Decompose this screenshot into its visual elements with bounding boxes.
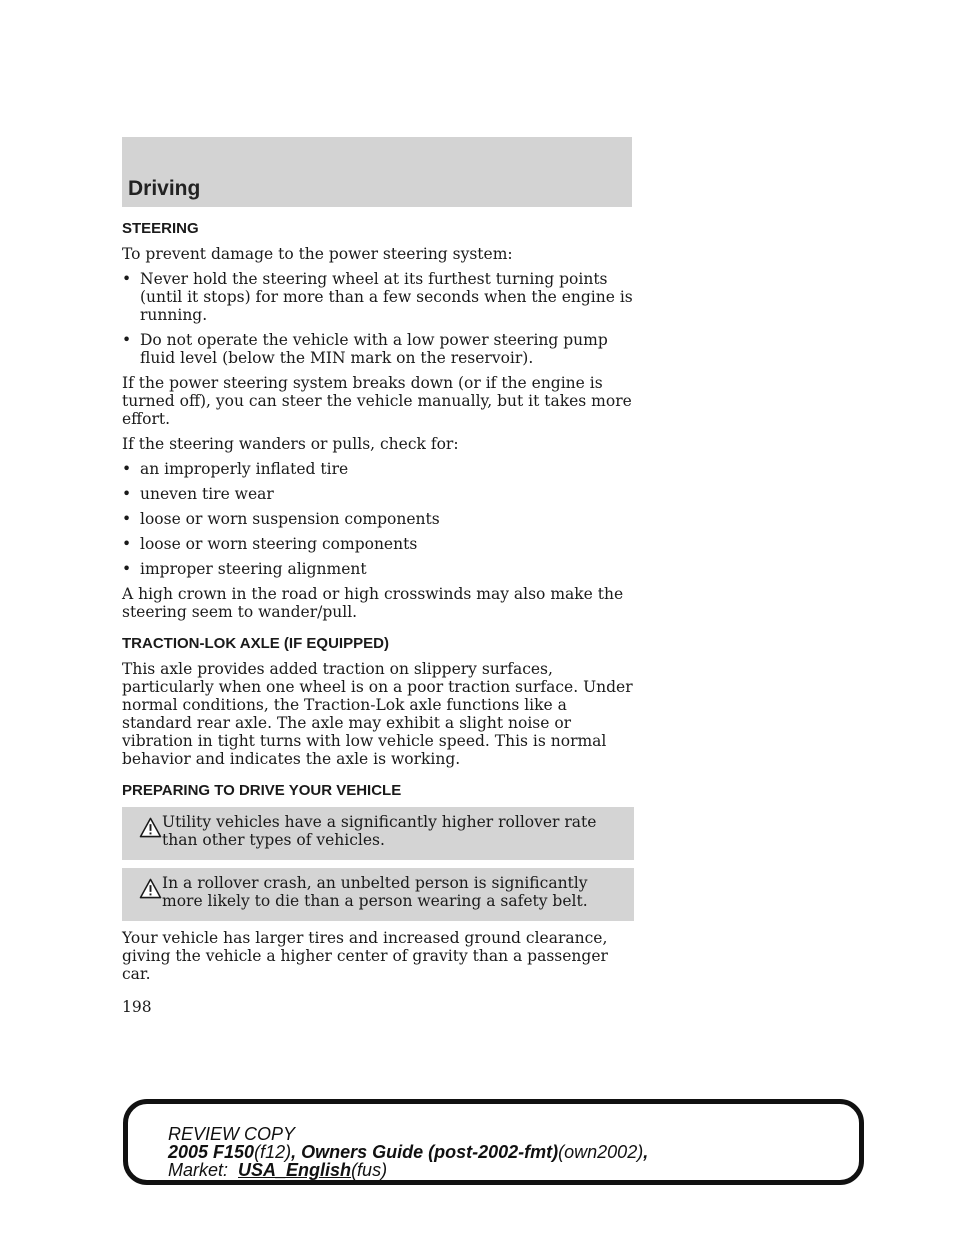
steering-intro: To prevent damage to the power steering system: [122, 245, 513, 263]
steering-bullet-list [122, 270, 634, 367]
steering-crown-paragraph: A high crown in the road or high crosswinds may also make the steering seem to wander/pull. [122, 585, 624, 621]
bullet-glyph: • [122, 560, 132, 578]
warning-triangle-icon [139, 878, 162, 899]
list-item-text: loose or worn suspension components [140, 510, 440, 528]
list-item-text: uneven tire wear [140, 485, 274, 503]
section-title: Driving [128, 177, 201, 200]
steering-check-intro: If the steering wanders or pulls, check for: [122, 435, 459, 453]
footer-guide-code: (own2002) [558, 1142, 644, 1162]
footer-model: 2005 F150 [168, 1142, 255, 1162]
footer-review-label: REVIEW COPY [168, 1124, 296, 1144]
list-item [122, 485, 634, 503]
list-item [122, 331, 634, 367]
footer-market-code: (fus) [351, 1160, 388, 1180]
list-item [122, 510, 634, 528]
steering-check-list [122, 460, 634, 578]
list-item [122, 460, 634, 478]
list-item-text: loose or worn steering components [140, 535, 418, 553]
footer-market-line [168, 1161, 648, 1179]
list-item [122, 270, 634, 324]
warning-text: In a rollover crash, an unbelted person is significantly more likely to die than a person wearing a safety belt. [162, 874, 588, 910]
footer-guide: , Owners Guide (post-2002-fmt) [291, 1142, 559, 1162]
section-header-band [122, 137, 632, 207]
footer-comma: , [643, 1142, 649, 1162]
bullet-glyph: • [122, 510, 132, 528]
preparing-body: Your vehicle has larger tires and increased ground clearance, giving the vehicle a higher center of gravity than a passenger car. [122, 929, 608, 983]
traction-body: This axle provides added traction on slippery surfaces, particularly when one wheel is on a poor traction surface. Under normal conditions, the Traction-Lok axle functions like a standard rear axle. The axle may exhibit a slight noise or vibration in tight turns with low vehicle speed. This is normal behavior and indicates the axle is working. [122, 660, 633, 768]
preparing-heading: PREPARING TO DRIVE YOUR VEHICLE [122, 782, 402, 799]
footer-doc-line [168, 1143, 648, 1161]
bullet-glyph: • [122, 331, 132, 349]
list-item [122, 535, 634, 553]
steering-heading: STEERING [122, 220, 199, 237]
steering-breakdown-paragraph: If the power steering system breaks down (or if the engine is turned off), you can steer the vehicle manually, but it takes more effort. [122, 374, 632, 428]
bullet-glyph: • [122, 485, 132, 503]
warning-box [122, 868, 634, 921]
list-item-text: Do not operate the vehicle with a low power steering pump fluid level (below the MIN mark on the reservoir). [140, 331, 608, 367]
warning-text: Utility vehicles have a significantly higher rollover rate than other types of vehicles. [162, 813, 597, 849]
footer-market-label: Market: [168, 1160, 229, 1180]
traction-heading: TRACTION-LOK AXLE (IF EQUIPPED) [122, 635, 389, 652]
page-number: 198 [122, 998, 152, 1016]
list-item-text: Never hold the steering wheel at its furthest turning points (until it stops) for more than a few seconds when the engine is running. [140, 270, 633, 324]
page-content [122, 220, 634, 1016]
bullet-glyph: • [122, 270, 132, 288]
review-copy-footer [123, 1099, 864, 1185]
bullet-glyph: • [122, 535, 132, 553]
list-item-text: an improperly inflated tire [140, 460, 349, 478]
bullet-glyph: • [122, 460, 132, 478]
footer-market: USA_English [238, 1160, 352, 1180]
list-item [122, 560, 634, 578]
list-item-text: improper steering alignment [140, 560, 367, 578]
footer-text [168, 1125, 648, 1179]
warning-triangle-icon [139, 817, 162, 838]
warning-box [122, 807, 634, 860]
footer-model-code: (f12) [254, 1142, 292, 1162]
